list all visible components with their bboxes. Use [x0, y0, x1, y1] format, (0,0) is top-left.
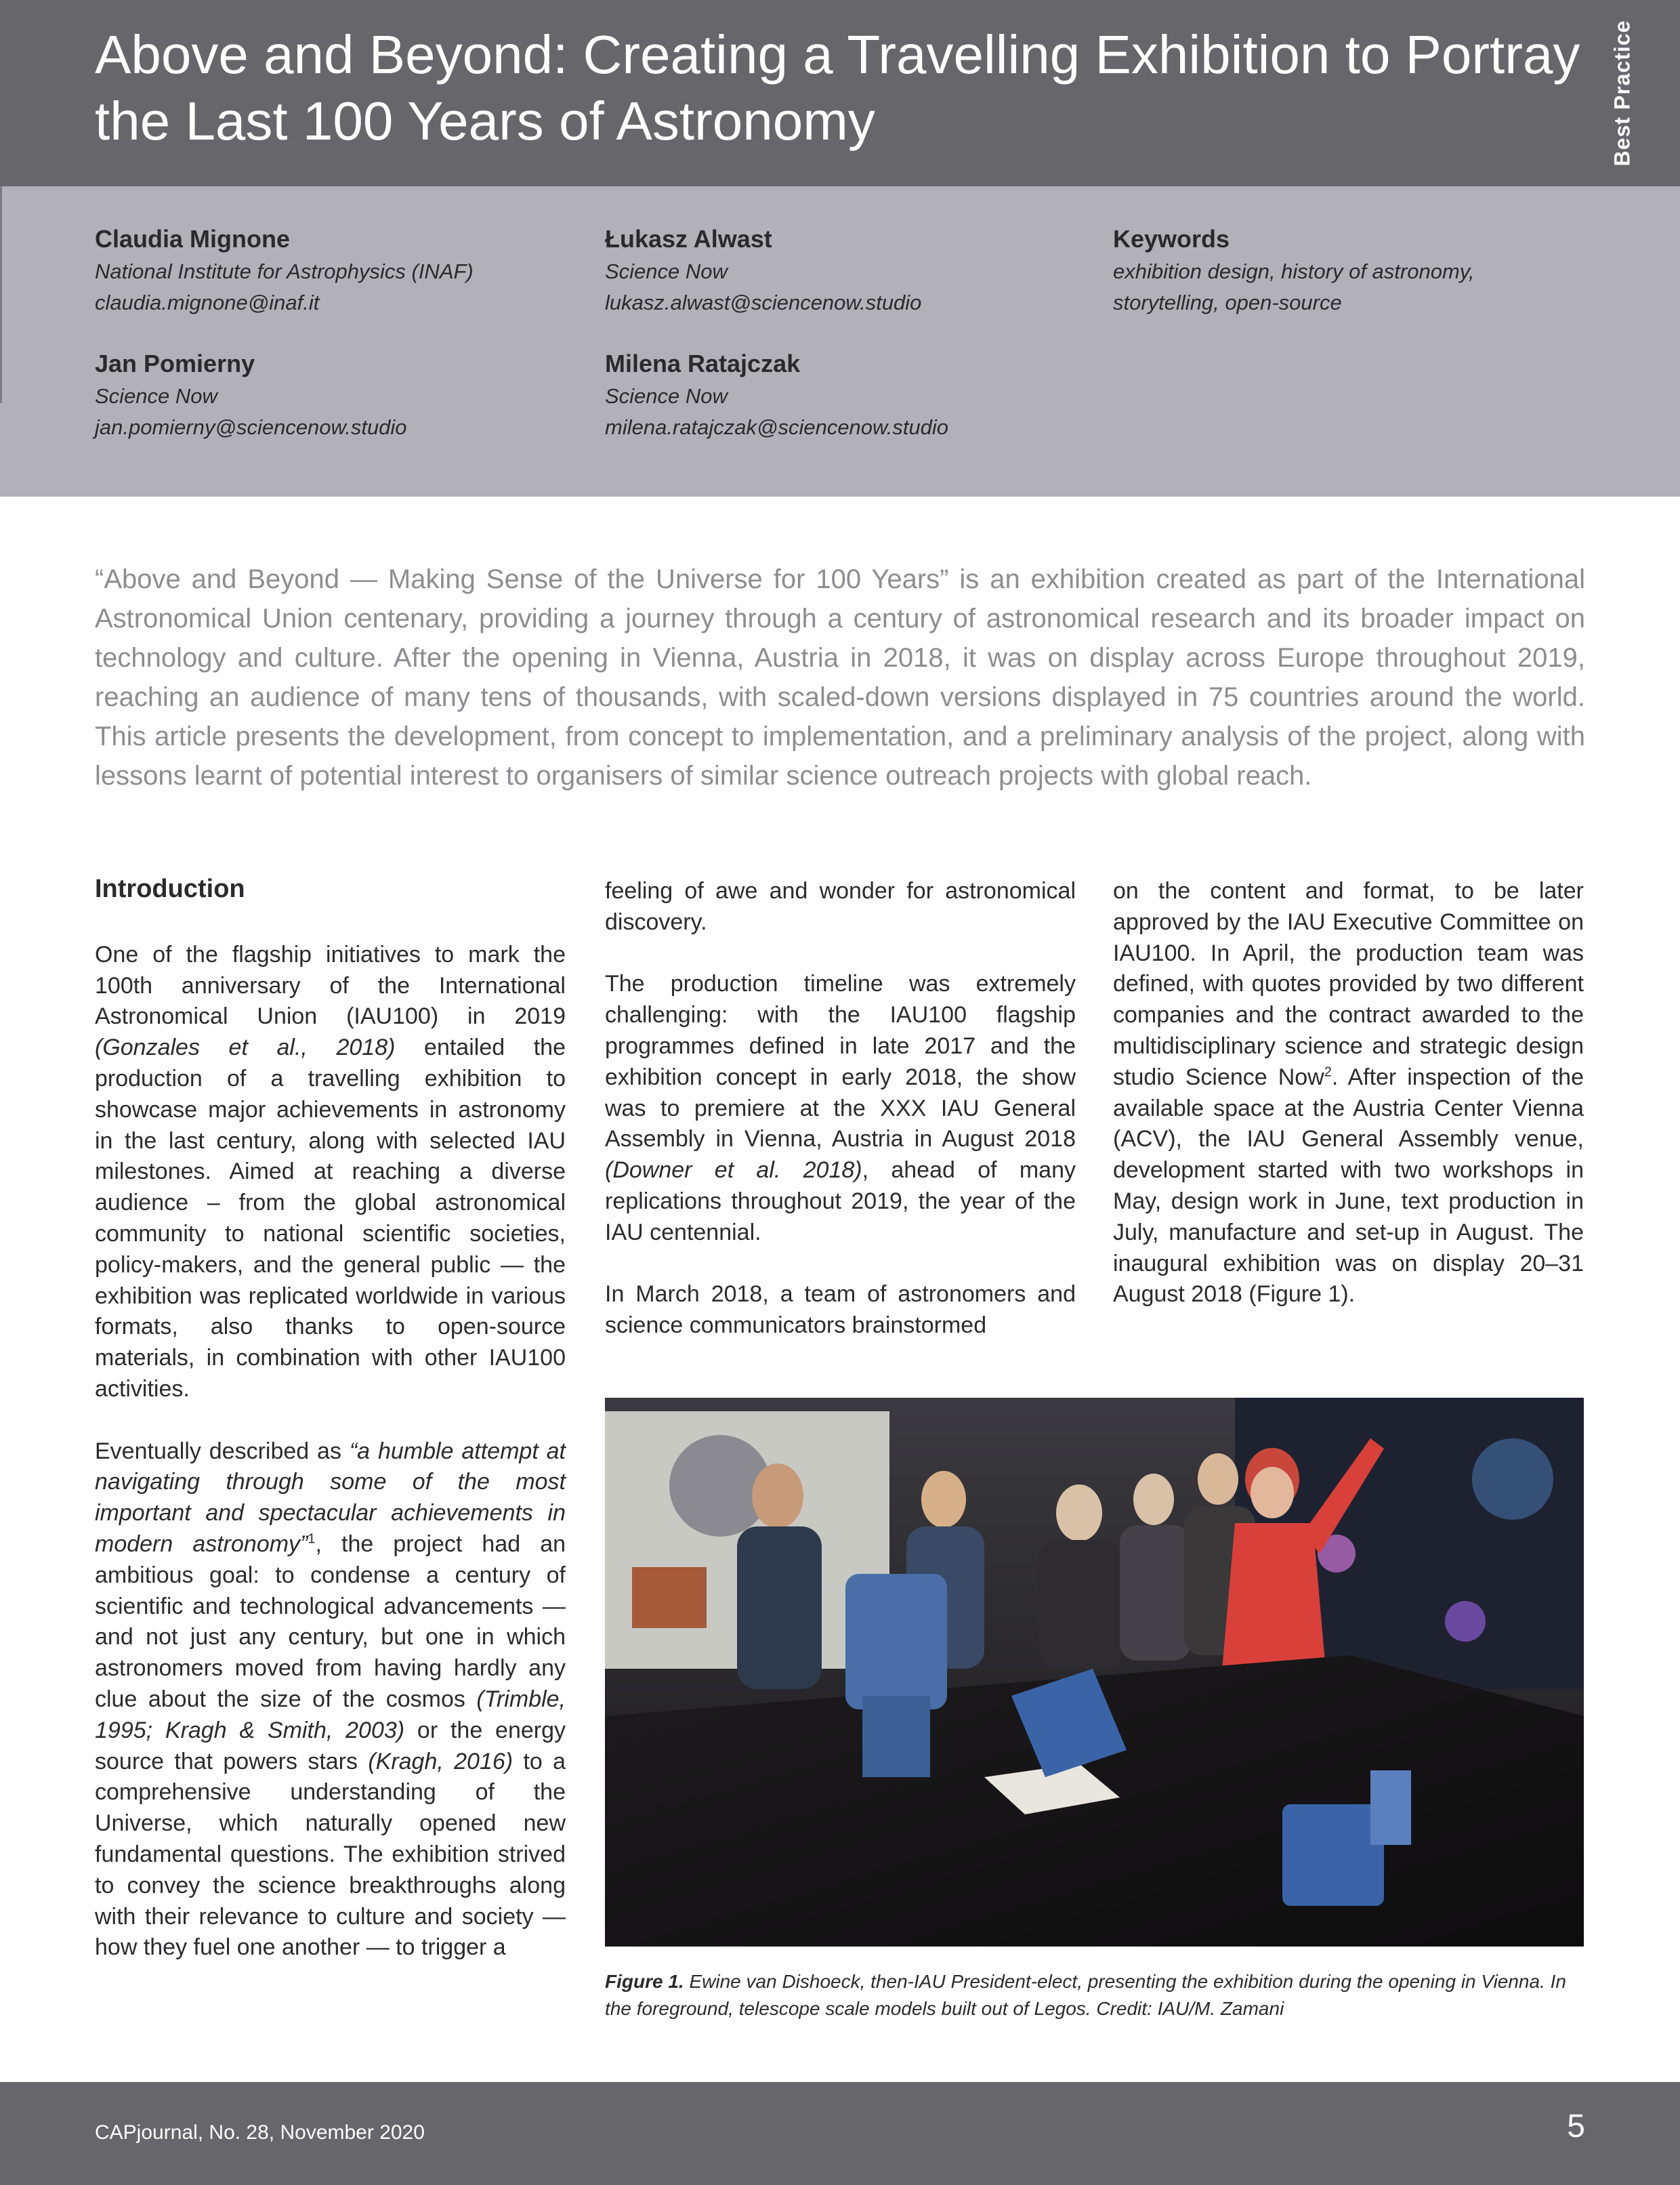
paragraph: [95, 1436, 566, 1964]
panel-image: [632, 1567, 707, 1628]
paragraph: [605, 969, 1076, 1248]
author-band: [0, 186, 1680, 497]
title-band: [0, 0, 1680, 186]
citation: (Trimble, 1995; Kragh & Smith, 2003): [95, 1686, 566, 1743]
journal-citation: CAPjournal, No. 28, November 2020: [95, 2121, 425, 2144]
keywords-line: exhibition design, history of astronomy,: [1113, 259, 1475, 283]
text-run: . After inspection of the available space at the Austria Center Vienna (ACV), the IAU General Assembly venue, development started with two workshops in May, design work in June, text production in July, manufacture and set-up in August. The inaugural exhibition was on display 20–31 August 2018 (Figure 1).: [1113, 1064, 1584, 1308]
citation: (Downer et al. 2018): [605, 1157, 862, 1184]
paragraph: In March 2018, a team of astronomers and science communicators brainstormed: [605, 1281, 1076, 1339]
section-heading: Introduction: [95, 875, 245, 903]
citation: (Kragh, 2016): [368, 1748, 513, 1774]
footnote-ref[interactable]: 1: [308, 1531, 316, 1547]
body-column-3: [1113, 876, 1584, 1341]
author-affiliation: Science Now: [95, 384, 217, 408]
author-affiliation: National Institute for Astrophysics (INAF): [95, 259, 474, 283]
nebula-image: [1445, 1601, 1486, 1642]
person-head: [1198, 1453, 1238, 1505]
citation: (Gonzales et al., 2018): [95, 1035, 396, 1061]
person-head: [1133, 1474, 1174, 1525]
text-run: , the project had an ambitious goal: to condense a century of scientific and technological advancements — and not just any century, but one in which astronomers moved from having hardly any clue about the size of the cosmos: [95, 1531, 566, 1712]
body-column-1: [95, 869, 566, 1995]
person-head: [1251, 1467, 1294, 1518]
author-email[interactable]: lukasz.alwast@sciencenow.studio: [605, 291, 922, 314]
text-run: , ahead of many replications throughout 2019, the year of the IAU centennial.: [605, 1157, 1076, 1245]
author-affiliation: Science Now: [605, 259, 728, 283]
section-tag: [1599, 14, 1646, 173]
body-column-2: [605, 876, 1076, 1373]
person-head: [921, 1471, 966, 1528]
text-run: One of the flagship initiatives to mark the 100th anniversary of the International Astronomical Union (IAU100) in 2019: [95, 941, 566, 1030]
text-run: Eventually described as: [95, 1438, 350, 1464]
lego-telescope-arm: [1370, 1770, 1411, 1845]
figure-caption: [605, 1968, 1584, 2022]
author-email[interactable]: milena.ratajczak@sciencenow.studio: [605, 415, 949, 439]
caption-text: Ewine van Dishoeck, then-IAU President-elect, presenting the exhibition during the opening in Vienna. In the foreground, telescope scale models built out of Legos. Credit: IAU/M. Zamani: [605, 1971, 1566, 2019]
author-name: Łukasz Alwast: [605, 225, 772, 253]
band-edge-line: [0, 186, 2, 403]
galaxy-image: [1472, 1438, 1553, 1520]
author-name: Milena Ratajczak: [605, 350, 801, 377]
author-affiliation: Science Now: [605, 384, 728, 408]
lego-telescope-model: [1282, 1804, 1384, 1906]
page-number: 5: [1567, 2108, 1585, 2144]
text-run: to a comprehensive understanding of the Universe, which naturally opened new fundamental questions. The exhibition strived to convey the science breakthroughs along with their relevance to culture and society — how they fuel one another — to trigger a: [95, 1748, 566, 1961]
person-body: [1120, 1525, 1191, 1661]
keywords-block: [1113, 222, 1601, 318]
author-name: Claudia Mignone: [95, 225, 290, 253]
lego-telescope-model: [845, 1574, 947, 1709]
footnote-ref[interactable]: 2: [1324, 1064, 1332, 1080]
footer-band: [0, 2082, 1680, 2185]
text-run: on the content and format, to be later approved by the IAU Executive Committee on IAU100. In April, the production team was defined, with quotes provided by two different companies and the contract awarded to the multidisciplinary science and strategic design studio Science Now: [1113, 878, 1584, 1090]
author-block: [95, 222, 583, 318]
section-tag-label: Best Practice: [1610, 20, 1635, 167]
person-head: [752, 1463, 803, 1528]
lego-telescope-mount: [862, 1696, 930, 1777]
abstract: “Above and Beyond — Making Sense of the Universe for 100 Years” is an exhibition created as part of the International Astronomical Union centenary, providing a journey through a century of astronomical research and its broader impact on technology and culture. After the opening in Vienna, Austria in 2018, it was on display across Europe throughout 2019, reaching an audience of many tens of thousands, with scaled-down versions displayed in 75 countries around the world. This article presents the development, from concept to implementation, and a preliminary analysis of the project, along with lessons learnt of potential interest to organisers of similar science outreach projects with global reach.: [95, 564, 1585, 791]
author-block: [605, 347, 1093, 443]
article-title: Above and Beyond: Creating a Travelling Exhibition to Portray the Last 100 Years of Astronomy: [95, 24, 1580, 151]
text-run: The production timeline was extremely challenging: with the IAU100 flagship programmes defined in late 2017 and the exhibition concept in early 2018, the show was to premiere at the XXX IAU General Assembly in Vienna, Austria in August 2018: [605, 971, 1076, 1152]
author-block: [95, 347, 583, 443]
author-name: Jan Pomierny: [95, 350, 255, 377]
author-block: [605, 222, 1093, 318]
text-run: entailed the production of a travelling exhibition to showcase major achievements in astronomy in the last century, along with selected IAU milestones. Aimed at reaching a diverse audience – from the global astronomical community to national scientific societies, policy-makers, and the general public — the exhibition was replicated worldwide in various formats, also thanks to open-source materials, in combination with other IAU100 activities.: [95, 1035, 566, 1402]
person-body: [1038, 1540, 1123, 1669]
keywords-line: storytelling, open-source: [1113, 291, 1342, 314]
keywords-label: Keywords: [1113, 225, 1230, 253]
paragraph: feeling of awe and wonder for astronomical discovery.: [605, 878, 1076, 935]
paragraph: [1113, 876, 1584, 1310]
exhibition-photo-illustration: [605, 1398, 1584, 1947]
text-run: or the energy source that powers stars: [95, 1717, 566, 1774]
figure-photo: [605, 1398, 1584, 1947]
author-email[interactable]: claudia.mignone@inaf.it: [95, 291, 320, 314]
person-body: [737, 1526, 822, 1689]
paragraph: [95, 940, 566, 1405]
person-head: [1056, 1484, 1102, 1541]
author-email[interactable]: jan.pomierny@sciencenow.studio: [95, 415, 407, 439]
quote: “a humble attempt at navigating through some of the most important and spectacular achievements in modern astronomy”: [95, 1438, 566, 1557]
figure-label: Figure 1.: [605, 1971, 684, 1992]
